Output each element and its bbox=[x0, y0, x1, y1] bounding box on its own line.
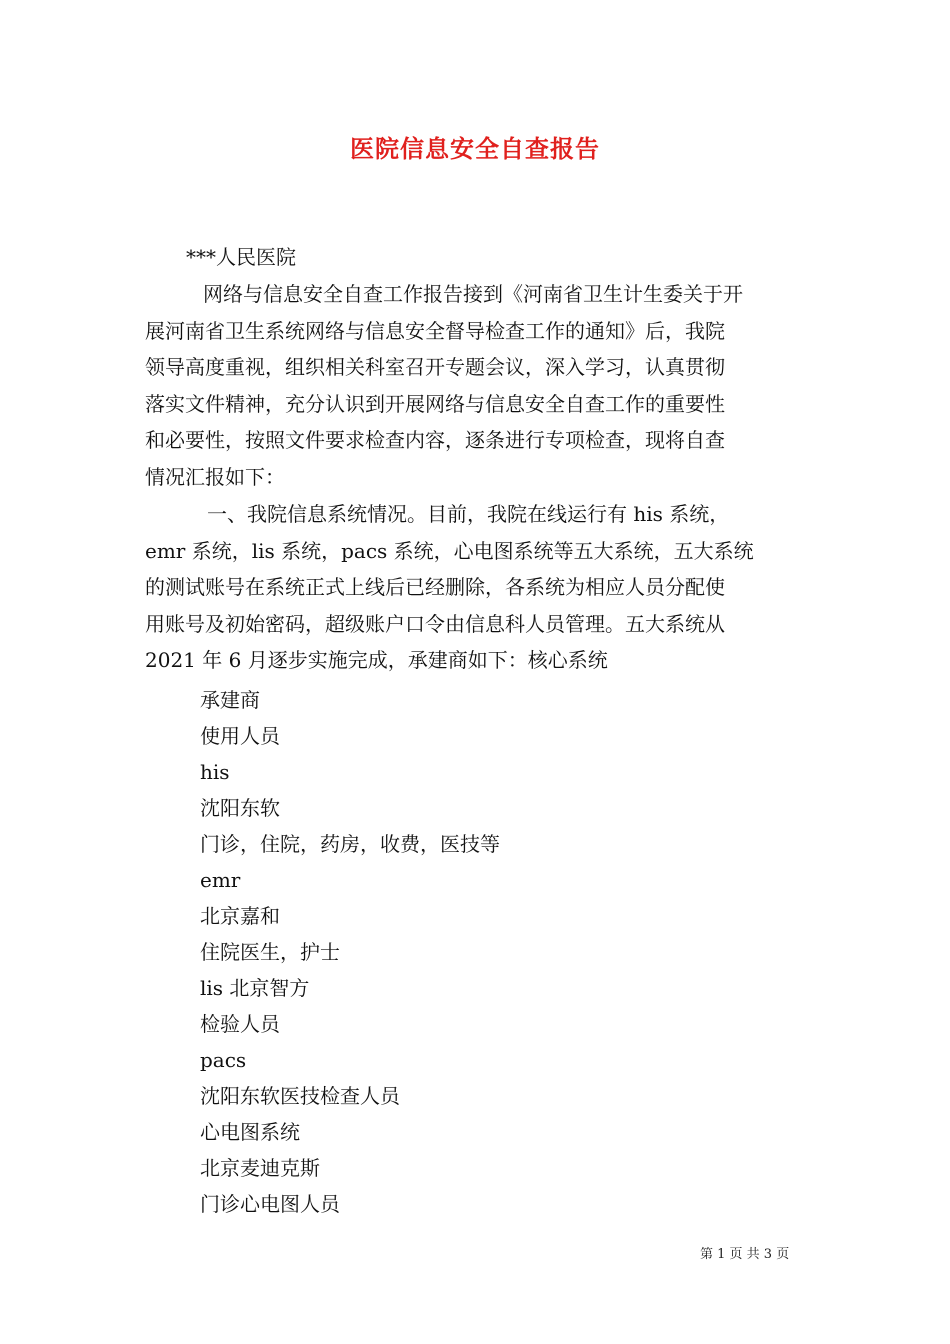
organization-name: ***人民医院 bbox=[186, 245, 296, 269]
list-item: 沈阳东软 bbox=[200, 796, 280, 820]
paragraph-line: 一、我院信息系统情况。目前，我院在线运行有 his 系统， bbox=[207, 502, 730, 526]
document-title: 医院信息安全自查报告 bbox=[350, 134, 600, 163]
list-item: 门诊，住院，药房，收费，医技等 bbox=[200, 832, 500, 856]
list-item: 住院医生，护士 bbox=[200, 940, 340, 964]
list-item: 心电图系统 bbox=[200, 1120, 300, 1144]
paragraph-line: 网络与信息安全自查工作报告接到《河南省卫生计生委关于开 bbox=[203, 282, 743, 306]
list-item: 门诊心电图人员 bbox=[200, 1192, 340, 1216]
paragraph-line: 落实文件精神，充分认识到开展网络与信息安全自查工作的重要性 bbox=[145, 391, 725, 416]
list-item: 承建商 bbox=[200, 688, 260, 712]
paragraph-line: 领导高度重视，组织相关科室召开专题会议，深入学习，认真贯彻 bbox=[145, 355, 725, 380]
system-vendor-list bbox=[200, 682, 500, 1222]
list-item: lis 北京智方 bbox=[200, 976, 310, 1000]
list-item: pacs bbox=[200, 1048, 247, 1072]
paragraph-line: 的测试账号在系统正式上线后已经删除，各系统为相应人员分配使 bbox=[145, 575, 725, 600]
list-item: emr bbox=[200, 868, 241, 892]
list-item: 使用人员 bbox=[200, 724, 280, 748]
system-status-paragraph bbox=[145, 496, 813, 679]
list-item: 检验人员 bbox=[200, 1012, 280, 1036]
intro-paragraph bbox=[145, 276, 813, 496]
paragraph-line: 2021 年 6 月逐步实施完成，承建商如下：核心系统 bbox=[145, 648, 608, 673]
list-item: 北京嘉和 bbox=[200, 904, 280, 928]
paragraph-line: 展河南省卫生系统网络与信息安全督导检查工作的通知》后，我院 bbox=[145, 318, 725, 343]
page-number-footer: 第 1 页 共 3 页 bbox=[700, 1247, 790, 1262]
paragraph-line: 和必要性，按照文件要求检查内容，逐条进行专项检查，现将自查 bbox=[145, 428, 725, 453]
paragraph-line: 情况汇报如下： bbox=[145, 464, 285, 489]
list-item: 沈阳东软医技检查人员 bbox=[200, 1084, 400, 1108]
list-item: his bbox=[200, 760, 230, 784]
list-item: 北京麦迪克斯 bbox=[200, 1156, 320, 1180]
paragraph-line: emr 系统，lis 系统，pacs 系统，心电图系统等五大系统，五大系统 bbox=[145, 538, 754, 563]
paragraph-line: 用账号及初始密码，超级账户口令由信息科人员管理。五大系统从 bbox=[145, 611, 725, 636]
